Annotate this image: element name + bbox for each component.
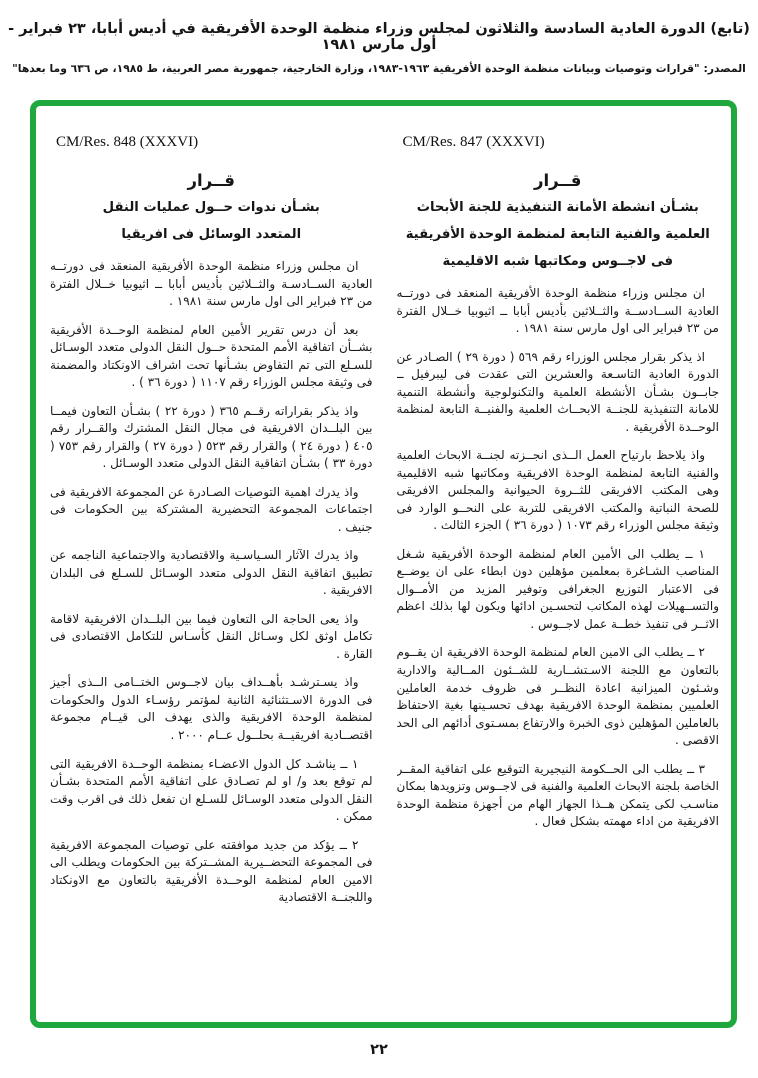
paragraph: واذ يعى الحاجة الى التعاون فيما بين البلــدان الافريقية لاقامة تكامل اوثق لكل وسـائل النقل كأسـاس للتكامل الاقتصادى فى القارة . — [50, 611, 373, 661]
paragraph: ٢ ــ يطلب الى الامين العام لمنظمة الوحدة الافريقية ان يقــوم بالتعاون مع اللجنة الاسـتشــارية للشــئون المــالية والادارية وشـئون الميزانية اعادة النظــر فى ظروف خدمة العاملين العلميين بمنظمة الوحدة الافريقية بهدف تحسـينها بغية الاحتفاظ بالعاملين المؤهلين ذوى الخبرة والارتفاع بمسـتوى أدائهم الى الحد الاقصى . — [396, 645, 719, 748]
resolution-848-heading: قــرار — [187, 171, 235, 190]
resolution-848-id: CM/Res. 848 (XXXVI) — [56, 134, 199, 150]
title-line: فى لاجــوس ومكاتبها شبه الاقليمية — [442, 254, 673, 270]
paragraph: واذ يدرك الآثار السـياسـية والاقتصادية والاجتماعية الناجمه عن تطبيق اتفاقية النقل الدولى متعدد الوسـائل للسـلع فى البلدان الافريقية . — [50, 548, 373, 598]
paragraph: واذ يذكر بقراراته رقــم ٣٦٥ ( دورة ٢٢ ) بشـأن التعاون فيمــا بين البلــدان الافريقية فى مجال النقل المشترك والقــرار رقم ٤٠٥ ( دورة ٢٤ ) والقرار رقم ٥٢٣ ( دورة ٢٧ ) والقرار رقم ٧٥٣ ( دورة ٣٣ ) بشـأن اتفاقية النقل الدولى متعدد الوسـائل . — [50, 403, 373, 471]
paragraph: ٣ ــ يطلب الى الحــكومة النيجيرية التوقيع على اتفاقية المقــر الخاصة بلجنة الابحاث العلمية والفنية فى لاجــوس وتزويدها بمكان مناسـب لكى يتمكن هــذا الجهاز الهام من أجهزة منظمة الوحدة الافريقية من اداء مهمته بشكل فعال . — [396, 761, 719, 829]
resolution-847-column — [397, 126, 720, 1022]
paragraph: واذ يسـترشـد بأهــداف بيان لاجــوس الختــامى الــذى أجيز فى الدورة الاسـتثنائية الثانية لمؤتمر رؤسـاء الدول والحكومات لمنظمة الوحدة الافريقية والذى يهدف الى قيــام مجموعة اقتصــادية افريقيــة بحلــول عــام ٢٠٠٠ . — [50, 675, 373, 742]
resolution-847-title — [403, 194, 714, 275]
resolution-847-id: CM/Res. 847 (XXXVI) — [402, 134, 545, 150]
title-line: بشـأن ندوات حــول عمليات النقل — [102, 200, 320, 215]
title-line: المتعدد الوسائل فى افريقيا — [121, 227, 302, 243]
paragraph: ١ ــ يناشـد كل الدول الاعضـاء بمنظمة الوحــدة الافريقية التى لم توقع بعد و/ او لم تصـادق على اتفاقية الأمم المتحدة بشـأن النقل الدولى متعدد الوسـائل للسـلع ان تفعل ذلك فى اقرب وقت ممكن . — [50, 756, 373, 824]
paragraph: ان مجلس وزراء منظمة الوحدة الأفريقية المنعقد فى دورتــه العادية الســادسـة والثــلاثين بأديس أبابا ــ اثيوبيا خــلال الفترة من ٢٣ فبراير الى اول مارس سنة ١٩٨١ . — [50, 259, 373, 309]
document-frame — [30, 100, 737, 1028]
resolution-847-heading: قــرار — [533, 171, 582, 190]
paragraph: بعد أن درس تقرير الأمين العام لمنظمة الوحــدة الأفريقية بشــأن اتفاقية الأمم المتحدة حــول النقل الدولى متعدد الوسـائل للسـلع التى تم التفاوض بشـأنها تحت اشراف الاونكتاد والمضمنة فى وثيقة مجلس الوزراء رقم ١١٠٧ ( دورة ٣٦ ) . — [50, 322, 373, 390]
paragraph: واذ يدرك اهمية التوصيات الصـادرة عن المجموعة الافريقية فى اجتماعات المجموعة التحضيرية المشتركة بين الحكومات فى جنيف . — [50, 484, 373, 534]
paragraph: اذ يذكر بقرار مجلس الوزراء رقم ٥٦٩ ( دورة ٢٩ ) الصـادر عن الدورة العادية التاسـعة والعشرين التى عقدت فى ليبرفيل ــ جابــون بشـأن الأنشطة العلمية والتكنولوجية وأنشطة التنمية للامانة التنفيذية للجنــة الابحــاث العلمية والفنيــة التابعة لمنظمة الوحــدة الأفريقية . — [396, 349, 719, 434]
session-title: (تابع) الدورة العادية السادسة والثلاثون لمجلس وزراء منظمة الوحدة الأفريقية في أديس أبابا، ٢٣ فبراير - أول مارس ١٩٨١ — [8, 21, 750, 53]
two-column-layout — [50, 126, 719, 1022]
resolution-848-column — [50, 126, 373, 1022]
page-number: ٢٢ — [370, 1042, 388, 1058]
paragraph: ٢ ــ يؤكد من جديد موافقته على توصيات المجموعة الافريقية فى المجموعة التحضــيرية المشــتركة بين الحكومات ويطلب الى الامين العام لمنظمة الوحــدة الأفريقية بالتعاون مع الاونكتاد واللجنــة الاقتصادية — [50, 837, 373, 905]
title-line: بشـأن انشطة الأمانة التنفيذية للجنة الأبحاث — [416, 200, 699, 215]
source-citation: المصدر: "قرارات وتوصيات وبيانات منظمة الوحدة الأفريقية ١٩٦٣-١٩٨٣، وزارة الخارجية، جمهورية مصر العربية، ط ١٩٨٥، ص ٦٣٦ وما بعدها" — [12, 62, 746, 75]
paragraph: واذ يلاحظ بارتياح العمل الــذى انجــزته لجنــة الابحاث العلمية والفنية التابعة لمنظمة الوحدة الافريقية ومكاتبها شبه الاقليمية وهى المكتب الافريقى للثــروة الحيوانية والمجلس الافريقى للصحة النباتية والمكتب الافريقى للتربة على النحــو الوارد فى وثيقة مجلس الوزراء رقم ١٠٧٣ ( دورة ٣٦ ) الجزء الثالث . — [396, 448, 719, 533]
resolution-848-title — [56, 194, 367, 248]
paragraph: ان مجلس وزراء منظمة الوحدة الأفريقية المنعقد فى دورتــه العادية الســادســة والثــلاثين بأديس أبابا ــ اثيوبيا خــلال الفترة من ٢٣ فبراير الى اول مارس سنة ١٩٨١ . — [396, 286, 719, 336]
page-header — [0, 0, 758, 75]
paragraph: ١ ــ يطلب الى الأمين العام لمنظمة الوحدة الأفريقية شـغل المناصب الشـاغرة بمعلمين مؤهلين دون ابطاء على ان يوضــع فى الاعتبار التوزيع الجغرافى وتوفير المزيد من الأمــوال والتســهيلات لهذه المكاتب لتحسـين ادائها ويكون لها بذلك اعظم الاثــر فى تنفيذ خطــة عمل لاجــوس . — [396, 546, 719, 631]
title-line: العلمية والفنية التابعة لمنظمة الوحدة الأفريقية — [405, 227, 710, 243]
